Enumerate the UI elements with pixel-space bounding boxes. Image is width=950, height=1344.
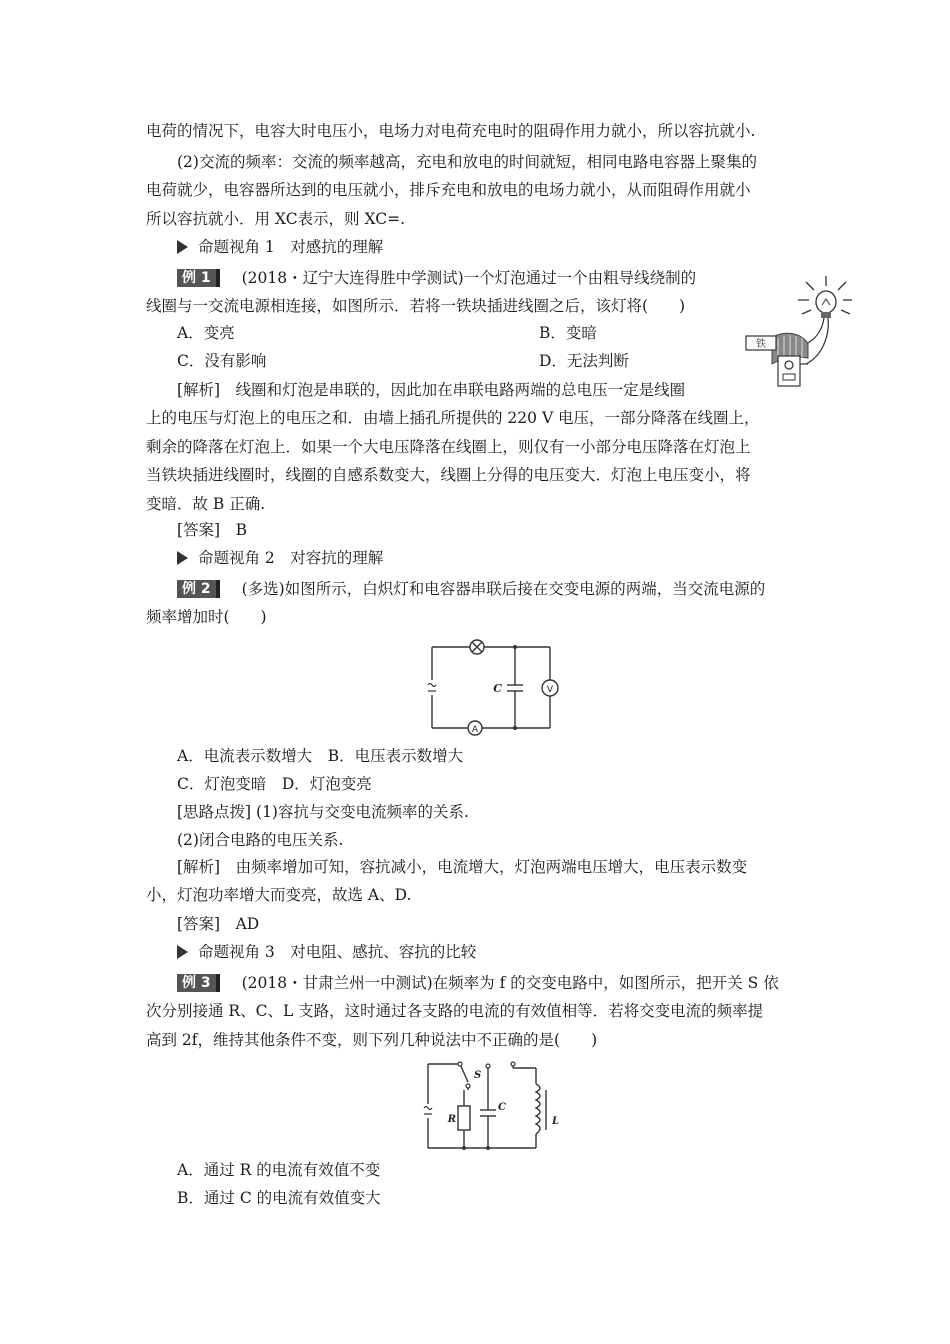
triangle-marker-icon [177,551,188,565]
triangle-marker-icon [177,240,188,254]
hint-line: (2)闭合电路的电压关系. [177,831,344,849]
text-line: 所以容抗就小．用 XC表示，则 XC=. [146,210,406,228]
example-badge: 例 1 [177,269,220,287]
voltmeter-label: V [546,685,554,695]
section-heading [177,548,383,568]
example-question-line [177,579,765,599]
option-b: B．变暗 [539,324,597,342]
iron-label: 铁 [756,339,766,350]
option-a: A．通过 R 的电流有效值不变 [177,1161,381,1179]
answer-line: [答案] B [177,521,247,539]
section-heading [177,237,383,257]
question-text: (2018・甘肃兰州一中测试)在频率为 f 的交变电路中，如图所示，把开关 S 依 [241,974,779,992]
example-badge: 例 2 [177,580,220,598]
rcl-circuit-diagram [418,1056,578,1156]
options-line: A．电流表示数增大 B．电压表示数增大 [177,747,464,765]
text-line: 小，灯泡功率增大而变亮，故选 A、D. [146,886,412,904]
ammeter-label: A [471,725,479,735]
question-text: (多选)如图所示，白炽灯和电容器串联后接在交变电源的两端，当交流电源的 [241,580,766,598]
text-line: 电荷的情况下，电容大时电压小，电场力对电荷充电时的阻碍作用力就小，所以容抗就小. [146,122,756,140]
text-line: 高到 2f，维持其他条件不变，则下列几种说法中不正确的是( ) [146,1031,598,1049]
capacitor-label: C [493,682,502,695]
triangle-marker-icon [177,945,188,959]
example-question-line [177,973,779,993]
section-heading-text: 命题视角 3 对电阻、感抗、容抗的比较 [198,943,477,961]
question-text: (2018・辽宁大连得胜中学测试)一个灯泡通过一个由粗导线绕制的 [241,269,697,287]
text-line: 电荷就少，电容器所达到的电压就小，排斥充电和放电的电场力就小，从而阻碍作用就小 [146,181,751,199]
example-question-line [177,268,696,288]
capacitor-circuit-figure [420,635,560,740]
lamp-coil-diagram [742,272,852,392]
text-line: 频率增加时( ) [146,608,267,626]
text-line: 变暗．故 B 正确. [146,495,266,513]
text-line: 次分别接通 R、C、L 支路，这时通过各支路的电流的有效值相等．若将交变电流的频率提 [146,1002,764,1020]
option-d: D．无法判断 [539,352,629,370]
inductor-label: L [552,1116,560,1127]
capacitor-circuit-diagram [420,635,560,740]
answer-line: [答案] AD [177,915,260,933]
text-line: 当铁块插进线圈时，线圈的自感系数变大，线圈上分得的电压变大．灯泡上电压变小，将 [146,466,751,484]
text-line: (2)交流的频率：交流的频率越高，充电和放电的时间就短，相同电路电容器上聚集的 [177,153,757,171]
lamp-coil-figure [742,272,852,392]
text-line: 剩余的降落在灯泡上．如果一个大电压降落在线圈上，则仅有一小部分电压降落在灯泡上 [146,438,751,456]
switch-label: S [474,1070,482,1081]
option-b: B．通过 C 的电流有效值变大 [177,1189,381,1207]
hint-line: [思路点拨] (1)容抗与交变电流频率的关系. [177,803,469,821]
text-line: 上的电压与灯泡上的电压之和．由墙上插孔所提供的 220 V 电压，一部分降落在线圈上， [146,409,760,427]
analysis-line: [解析] 由频率增加可知，容抗减小，电流增大，灯泡两端电压增大，电压表示数变 [177,858,748,876]
option-a: A．变亮 [177,324,235,342]
option-c: C．没有影响 [177,352,267,370]
rcl-circuit-figure [418,1056,578,1156]
example-badge: 例 3 [177,974,220,992]
text-line: 线圈与一交流电源相连接，如图所示．若将一铁块插进线圈之后，该灯将( ) [146,297,686,315]
capacitor-label: C [498,1102,506,1113]
section-heading [177,942,476,962]
options-line: C．灯泡变暗 D．灯泡变亮 [177,775,372,793]
section-heading-text: 命题视角 1 对感抗的理解 [198,238,384,256]
analysis-line: [解析] 线圈和灯泡是串联的，因此加在串联电路两端的总电压一定是线圈 [177,381,686,399]
section-heading-text: 命题视角 2 对容抗的理解 [198,549,384,567]
resistor-label: R [447,1114,456,1125]
